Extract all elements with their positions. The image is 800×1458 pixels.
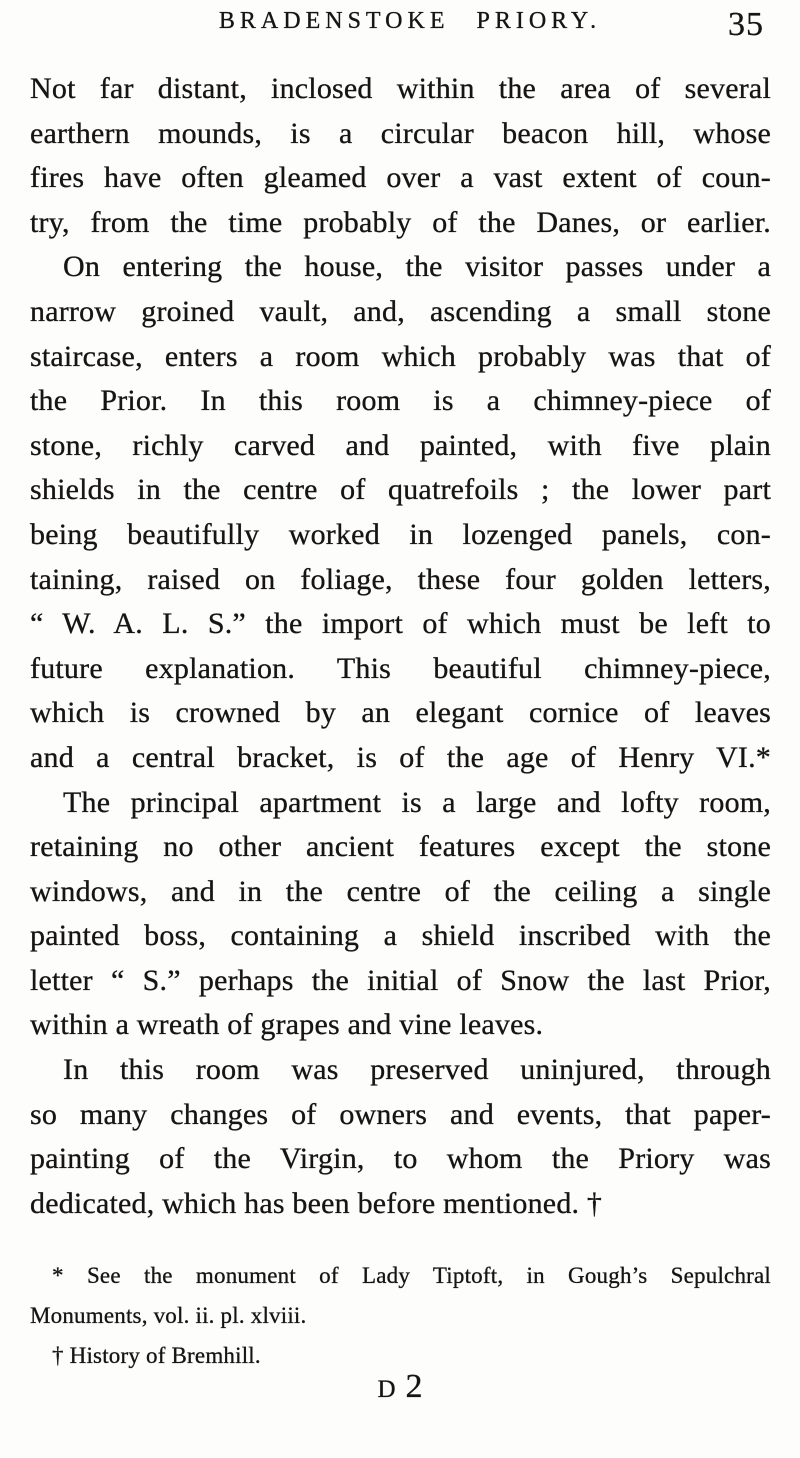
text-line: The principal apartment is a large and lofty room, (63, 785, 771, 819)
text-line: narrow groined vault, and, ascending a small stone (30, 294, 771, 328)
signature-mark (0, 1368, 800, 1406)
footnote-line: * See the monument of Lady Tiptoft, in Gough’s Sepulchral (52, 1263, 771, 1288)
paragraph (30, 67, 771, 245)
text-line: retaining no other ancient features except the stone (30, 830, 771, 864)
text-line: shields in the centre of quatrefoils ; the lower part (30, 473, 771, 507)
page-header (0, 8, 800, 48)
text-line: In this room was preserved uninjured, through (63, 1053, 771, 1087)
body-text (30, 67, 771, 1226)
text-line: letter “ S.” perhaps the initial of Snow the last Prior, (30, 963, 771, 997)
text-line: fires have often gleamed over a vast extent of coun- (30, 161, 771, 195)
text-line: within a wreath of grapes and vine leaves. (30, 1008, 544, 1042)
text-line: “ W. A. L. S.” the import of which must be left to (30, 607, 771, 641)
text-line: try, from the time probably of the Danes, or earlier. (30, 205, 771, 239)
text-line: stone, richly carved and painted, with five plain (30, 428, 771, 462)
text-line: painted boss, containing a shield inscribed with the (30, 919, 771, 953)
text-line: so many changes of owners and events, that paper- (30, 1097, 771, 1131)
footnote (30, 1256, 771, 1336)
text-line: being beautifully worked in lozenged panels, con- (30, 517, 771, 551)
signature-letter: D (377, 1376, 397, 1403)
text-line: dedicated, which has been before mentioned. † (30, 1186, 603, 1220)
text-line: windows, and in the centre of the ceiling a single (30, 874, 771, 908)
text-line: painting of the Virgin, to whom the Priory was (30, 1142, 771, 1176)
text-line: future explanation. This beautiful chimney-piece, (30, 651, 771, 685)
footnote-line: Monuments, vol. ii. pl. xlviii. (30, 1303, 307, 1328)
text-line: and a central bracket, is of the age of Henry VI.* (30, 740, 771, 774)
text-line: staircase, enters a room which probably was that of (30, 339, 771, 373)
paragraph (30, 1048, 771, 1226)
text-line: the Prior. In this room is a chimney-piece of (30, 384, 771, 418)
text-line: Not far distant, inclosed within the area of several (30, 72, 771, 105)
footnote-line: † History of Bremhill. (52, 1343, 261, 1368)
text-line: On entering the house, the visitor passes under a (63, 250, 771, 284)
running-head: BRADENSTOKE PRIORY. (218, 8, 602, 34)
paragraph (30, 781, 771, 1049)
text-line: taining, raised on foliage, these four golden letters, (30, 562, 771, 596)
footnotes (30, 1256, 771, 1376)
page-number: 35 (728, 6, 764, 43)
paragraph (30, 245, 771, 780)
text-line: which is crowned by an elegant cornice of leaves (30, 696, 771, 730)
text-line: earthern mounds, is a circular beacon hill, whose (30, 116, 771, 150)
signature-number: 2 (405, 1368, 423, 1405)
